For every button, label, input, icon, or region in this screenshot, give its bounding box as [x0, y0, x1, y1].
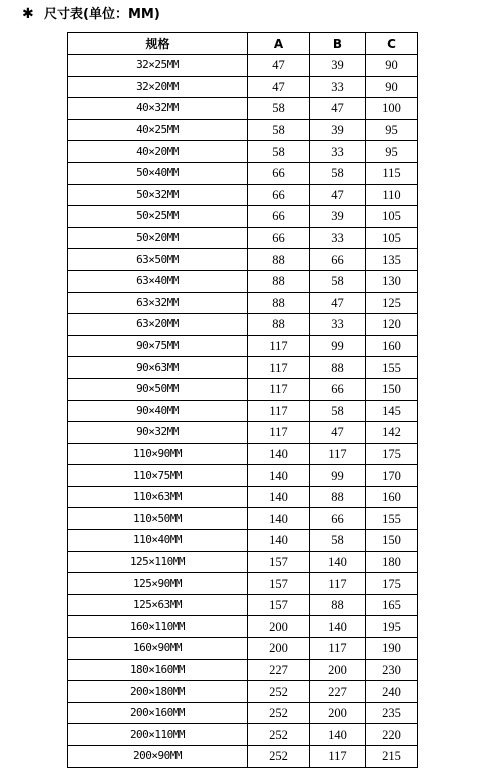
table-row — [68, 357, 418, 379]
a-cell: 58 — [248, 141, 310, 163]
table-body — [68, 55, 418, 768]
a-cell: 227 — [248, 659, 310, 681]
c-cell: 215 — [366, 746, 418, 768]
table-row — [68, 465, 418, 487]
table-row — [68, 55, 418, 77]
b-cell: 117 — [310, 638, 366, 660]
spec-cell: 160×110MM — [68, 616, 248, 638]
spec-cell: 110×75MM — [68, 465, 248, 487]
b-cell: 39 — [310, 206, 366, 228]
table-row — [68, 206, 418, 228]
header-spec: 规格 — [68, 33, 248, 55]
table-row — [68, 227, 418, 249]
spec-cell: 90×32MM — [68, 422, 248, 444]
b-cell: 58 — [310, 270, 366, 292]
spec-cell: 200×160MM — [68, 702, 248, 724]
c-cell: 190 — [366, 638, 418, 660]
table-row — [68, 486, 418, 508]
b-cell: 39 — [310, 119, 366, 141]
a-cell: 140 — [248, 486, 310, 508]
a-cell: 252 — [248, 681, 310, 703]
c-cell: 155 — [366, 508, 418, 530]
c-cell: 150 — [366, 378, 418, 400]
spec-cell: 40×25MM — [68, 119, 248, 141]
c-cell: 130 — [366, 270, 418, 292]
a-cell: 88 — [248, 270, 310, 292]
table-row — [68, 573, 418, 595]
b-cell: 66 — [310, 249, 366, 271]
b-cell: 140 — [310, 724, 366, 746]
c-cell: 100 — [366, 98, 418, 120]
table-header-row — [68, 33, 418, 55]
table-row — [68, 681, 418, 703]
table-row — [68, 400, 418, 422]
c-cell: 170 — [366, 465, 418, 487]
b-cell: 140 — [310, 616, 366, 638]
b-cell: 47 — [310, 422, 366, 444]
b-cell: 33 — [310, 227, 366, 249]
table-row — [68, 724, 418, 746]
table-row — [68, 141, 418, 163]
c-cell: 150 — [366, 530, 418, 552]
dimension-table — [67, 32, 418, 768]
spec-cell: 110×40MM — [68, 530, 248, 552]
b-cell: 58 — [310, 530, 366, 552]
b-cell: 33 — [310, 141, 366, 163]
a-cell: 58 — [248, 119, 310, 141]
c-cell: 135 — [366, 249, 418, 271]
header-b: B — [310, 33, 366, 55]
spec-cell: 90×75MM — [68, 335, 248, 357]
a-cell: 66 — [248, 227, 310, 249]
table-row — [68, 530, 418, 552]
a-cell: 88 — [248, 249, 310, 271]
c-cell: 115 — [366, 162, 418, 184]
c-cell: 95 — [366, 119, 418, 141]
a-cell: 200 — [248, 638, 310, 660]
table-row — [68, 249, 418, 271]
spec-cell: 125×90MM — [68, 573, 248, 595]
c-cell: 145 — [366, 400, 418, 422]
a-cell: 88 — [248, 292, 310, 314]
spec-cell: 40×20MM — [68, 141, 248, 163]
b-cell: 88 — [310, 357, 366, 379]
a-cell: 140 — [248, 530, 310, 552]
b-cell: 200 — [310, 659, 366, 681]
spec-cell: 50×20MM — [68, 227, 248, 249]
spec-cell: 90×63MM — [68, 357, 248, 379]
spec-cell: 40×32MM — [68, 98, 248, 120]
table-row — [68, 508, 418, 530]
a-cell: 117 — [248, 357, 310, 379]
b-cell: 47 — [310, 292, 366, 314]
c-cell: 125 — [366, 292, 418, 314]
spec-cell: 63×20MM — [68, 314, 248, 336]
spec-cell: 50×40MM — [68, 162, 248, 184]
table-row — [68, 443, 418, 465]
a-cell: 66 — [248, 162, 310, 184]
b-cell: 33 — [310, 76, 366, 98]
a-cell: 200 — [248, 616, 310, 638]
b-cell: 117 — [310, 443, 366, 465]
page-title-text: 尺寸表(单位：MM) — [44, 7, 160, 22]
b-cell: 88 — [310, 486, 366, 508]
table-row — [68, 746, 418, 768]
header-a: A — [248, 33, 310, 55]
spec-cell: 200×90MM — [68, 746, 248, 768]
b-cell: 99 — [310, 465, 366, 487]
a-cell: 157 — [248, 573, 310, 595]
c-cell: 235 — [366, 702, 418, 724]
table-row — [68, 702, 418, 724]
a-cell: 117 — [248, 422, 310, 444]
table-row — [68, 270, 418, 292]
b-cell: 99 — [310, 335, 366, 357]
a-cell: 117 — [248, 335, 310, 357]
b-cell: 66 — [310, 508, 366, 530]
c-cell: 160 — [366, 486, 418, 508]
a-cell: 47 — [248, 55, 310, 77]
spec-cell: 90×50MM — [68, 378, 248, 400]
spec-cell: 90×40MM — [68, 400, 248, 422]
a-cell: 252 — [248, 746, 310, 768]
spec-cell: 32×20MM — [68, 76, 248, 98]
c-cell: 165 — [366, 594, 418, 616]
page-title — [22, 4, 160, 24]
spec-cell: 63×50MM — [68, 249, 248, 271]
table-row — [68, 162, 418, 184]
table-row — [68, 184, 418, 206]
c-cell: 142 — [366, 422, 418, 444]
table-row — [68, 119, 418, 141]
c-cell: 90 — [366, 76, 418, 98]
a-cell: 140 — [248, 443, 310, 465]
asterisk-icon: ✱ — [22, 6, 34, 22]
spec-cell: 63×32MM — [68, 292, 248, 314]
b-cell: 33 — [310, 314, 366, 336]
spec-cell: 180×160MM — [68, 659, 248, 681]
c-cell: 230 — [366, 659, 418, 681]
table-row — [68, 314, 418, 336]
spec-cell: 50×25MM — [68, 206, 248, 228]
b-cell: 227 — [310, 681, 366, 703]
b-cell: 66 — [310, 378, 366, 400]
table-row — [68, 422, 418, 444]
b-cell: 39 — [310, 55, 366, 77]
table-row — [68, 659, 418, 681]
table-row — [68, 76, 418, 98]
spec-cell: 110×50MM — [68, 508, 248, 530]
spec-cell: 110×90MM — [68, 443, 248, 465]
a-cell: 157 — [248, 551, 310, 573]
c-cell: 155 — [366, 357, 418, 379]
c-cell: 220 — [366, 724, 418, 746]
spec-cell: 63×40MM — [68, 270, 248, 292]
b-cell: 47 — [310, 98, 366, 120]
table-row — [68, 638, 418, 660]
c-cell: 195 — [366, 616, 418, 638]
spec-cell: 125×63MM — [68, 594, 248, 616]
c-cell: 175 — [366, 443, 418, 465]
c-cell: 160 — [366, 335, 418, 357]
a-cell: 66 — [248, 206, 310, 228]
table-row — [68, 594, 418, 616]
b-cell: 47 — [310, 184, 366, 206]
spec-cell: 32×25MM — [68, 55, 248, 77]
b-cell: 58 — [310, 400, 366, 422]
spec-cell: 200×180MM — [68, 681, 248, 703]
table-row — [68, 98, 418, 120]
a-cell: 58 — [248, 98, 310, 120]
b-cell: 58 — [310, 162, 366, 184]
a-cell: 88 — [248, 314, 310, 336]
spec-cell: 125×110MM — [68, 551, 248, 573]
a-cell: 47 — [248, 76, 310, 98]
table-row — [68, 292, 418, 314]
spec-cell: 160×90MM — [68, 638, 248, 660]
a-cell: 117 — [248, 378, 310, 400]
a-cell: 66 — [248, 184, 310, 206]
a-cell: 252 — [248, 724, 310, 746]
c-cell: 105 — [366, 206, 418, 228]
a-cell: 252 — [248, 702, 310, 724]
table-row — [68, 335, 418, 357]
c-cell: 105 — [366, 227, 418, 249]
table-row — [68, 378, 418, 400]
c-cell: 240 — [366, 681, 418, 703]
b-cell: 117 — [310, 746, 366, 768]
c-cell: 180 — [366, 551, 418, 573]
c-cell: 175 — [366, 573, 418, 595]
b-cell: 117 — [310, 573, 366, 595]
c-cell: 90 — [366, 55, 418, 77]
c-cell: 120 — [366, 314, 418, 336]
c-cell: 95 — [366, 141, 418, 163]
a-cell: 140 — [248, 508, 310, 530]
c-cell: 110 — [366, 184, 418, 206]
table-row — [68, 551, 418, 573]
a-cell: 157 — [248, 594, 310, 616]
spec-cell: 50×32MM — [68, 184, 248, 206]
b-cell: 88 — [310, 594, 366, 616]
b-cell: 200 — [310, 702, 366, 724]
spec-cell: 110×63MM — [68, 486, 248, 508]
table-row — [68, 616, 418, 638]
header-c: C — [366, 33, 418, 55]
b-cell: 140 — [310, 551, 366, 573]
spec-cell: 200×110MM — [68, 724, 248, 746]
a-cell: 140 — [248, 465, 310, 487]
a-cell: 117 — [248, 400, 310, 422]
